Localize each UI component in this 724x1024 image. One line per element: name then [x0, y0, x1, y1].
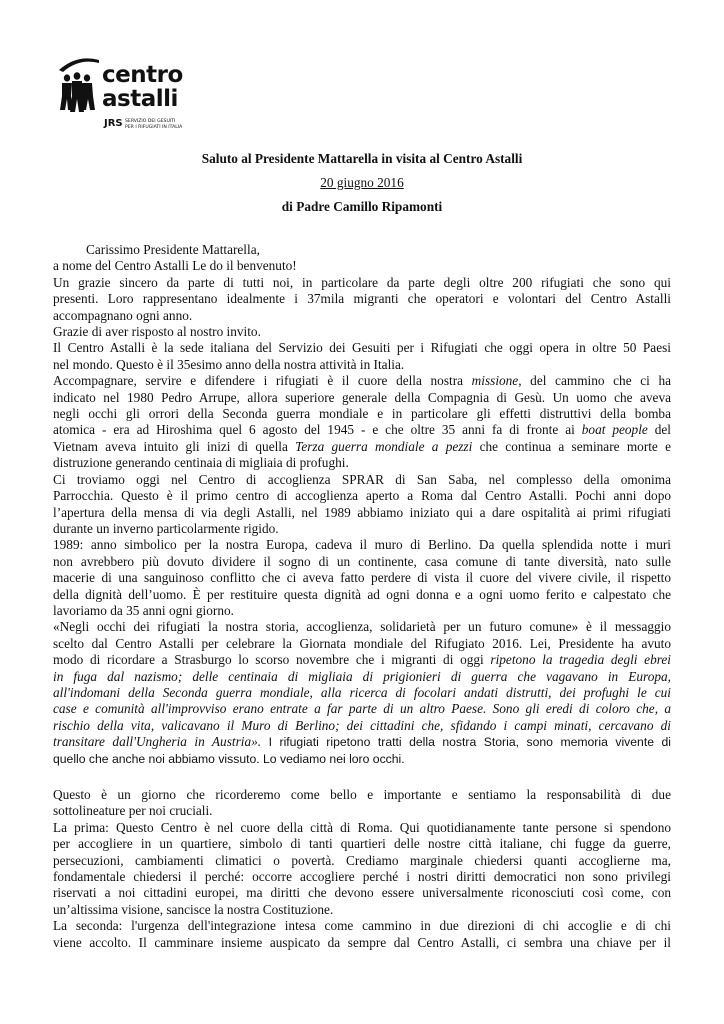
italic-segment: boat people	[581, 422, 648, 438]
text-segment: del	[647, 422, 671, 438]
logo-jrs: JRS	[104, 118, 123, 129]
document-author: di Padre Camillo Ripamonti	[281, 199, 443, 214]
text-segment: , del cammino che ci ha	[518, 373, 672, 389]
text-line: riservati a noi cittadini europei, ma diritti che devono essere universalmente riconosciuti così come, con	[53, 885, 671, 901]
text-line	[53, 422, 671, 438]
text-line: non avrebbero più dovuto dividere il sogno di un continente, casa comune di tante diversità, nato sulle	[53, 553, 671, 569]
text-segment: che continua a seminare morte e	[472, 438, 672, 454]
text-segment: Vietnam aveva intuito gli inizi di quella	[53, 438, 296, 454]
text-line: Parrocchia. Questo è il primo centro di accoglienza aperto a Roma dal Centro Astalli. Pochi anni dopo	[53, 488, 671, 504]
italic-segment: transitare dall'Ungheria in Austria».	[53, 734, 262, 750]
text-line	[53, 669, 671, 685]
document-date: 20 giugno 2016	[320, 175, 404, 190]
text-line	[53, 685, 671, 701]
text-line: Il Centro Astalli è la sede italiana del Servizio dei Gesuiti per i Rifugiati che oggi opera in oltre 50 Paesi	[53, 340, 671, 356]
text-line	[53, 439, 671, 455]
text-line: per accogliere in un quartiere, simbolo di tanti quartieri delle nostre città italiane, chi fugge da guerre,	[53, 836, 671, 852]
text-line: fondamentale chiedersi il perché: occorre accogliere perché i nostri diritti democratici non sono privilegi	[53, 869, 671, 885]
text-line: scelto dal Centro Astalli per celebrare la Giornata mondiale del Rifugiato 2016. Lei, Presidente ha avuto	[53, 635, 671, 651]
text-line: nel mondo. Questo è il 35esimo anno della nostra attività in Italia.	[53, 356, 405, 372]
paragraph-gap	[53, 767, 671, 787]
text-line: indicato nel 1980 Pedro Arrupe, allora superiore generale della Compagnia di Gesù. Un uomo che aveva	[53, 389, 671, 405]
text-line: La seconda: l'urgenza dell'integrazione intesa come cammino in due direzioni di chi accoglie e di chi	[53, 918, 671, 934]
text-line: della dignità dell’uomo. È per restituire questa dignità ad ogni donna e a ogni uomo ferito e calpestato che	[53, 586, 671, 602]
text-line: viene accolto. Il camminare insieme auspicato da sempre dal Centro Astalli, ci sembra una chiave per il	[53, 934, 671, 950]
logo-word-centro: centro	[102, 62, 183, 88]
italic-segment: case e comunità all'improvviso erano entrate a far parte di un altro Paese. Sono gli eredi di coloro che, a	[53, 701, 671, 717]
italic-segment: rischio della vita, valicavano il Muro di Berlino; dei cittadini che, sfidando i campi minati, cercavano di	[53, 717, 671, 733]
refugee-figures-icon	[55, 52, 101, 122]
text-line: Questo è un giorno che ricorderemo come bello e importante e sentiamo la responsabilità di due	[53, 787, 671, 802]
text-line	[53, 734, 671, 750]
italic-segment: in fuga dal nazismo; delle centinaia di migliaia di prigionieri di guerra che vagavano in Europa,	[53, 668, 671, 684]
text-line: «Negli occhi dei rifugiati la nostra storia, accoglienza, solidarietà per un futuro comune» è il messaggio	[53, 619, 671, 635]
text-line: a nome del Centro Astalli Le do il benvenuto!	[53, 258, 297, 274]
text-line: l’apertura della mensa di via degli Astalli, nel 1989 abbiamo iniziato qui a dare ospitalità ai primi rifugiati	[53, 504, 671, 520]
centro-astalli-logo	[55, 52, 215, 138]
text-line: accompagnano ogni anno.	[53, 307, 193, 323]
logo-subtitle-line-1: SERVIZIO DEI GESUITI	[125, 119, 176, 124]
text-line	[53, 652, 671, 668]
logo-word-astalli: astalli	[102, 86, 178, 112]
text-line	[53, 718, 671, 734]
text-line: un’altissima visione, sancisce la nostra Costituzione.	[53, 901, 334, 917]
text-line	[53, 373, 671, 389]
text-line: La prima: Questo Centro è nel cuore della città di Roma. Qui quotidianamente tante persone si spendono	[53, 819, 671, 835]
text-line: sottolineature per noi cruciali.	[53, 803, 213, 819]
text-line: Un grazie sincero da parte di tutti noi, in particolare da parte degli oltre 200 rifugiati che sono qui	[53, 274, 671, 290]
logo-subtitle	[125, 119, 182, 130]
text-line: negli occhi gli orrori della Seconda guerra mondiale e in particolare gli effetti distruttivi della bomba	[53, 406, 671, 422]
text-line: macerie di una sanguinoso conflitto che ci aveva fatto perdere di vista il cuore del vivere civile, il rispetto	[53, 570, 671, 586]
text-line: 1989: anno simbolico per la nostra Europa, cadeva il muro di Berlino. Da quella splendida notte i muri	[53, 537, 671, 553]
text-line: durante un inverno particolarmente rigido.	[53, 520, 279, 536]
italic-segment: ripetono la tragedia degli ebrei	[490, 652, 672, 668]
text-segment: I rifugiati ripetono tratti della nostra Storia, sono memoria vivente di	[261, 735, 671, 750]
text-line: Ci troviamo oggi nel Centro di accoglienza SPRAR di San Saba, nel complesso della omonima	[53, 471, 671, 487]
italic-segment: Terza guerra mondiale a pezzi	[295, 438, 473, 454]
text-line: distruzione generando centinaia di migliaia di profughi.	[53, 455, 349, 471]
document-body	[53, 242, 671, 951]
text-line: presenti. Loro rappresentano idealmente i 37mila migranti che operatori e volontari del Centro Astalli	[53, 291, 671, 307]
document-title: Saluto al Presidente Mattarella in visita al Centro Astalli	[201, 151, 523, 166]
text-segment: modo di ricordare a Strasburgo lo scorso novembre che i migranti di oggi	[53, 652, 491, 668]
text-line: Carissimo Presidente Mattarella,	[86, 242, 260, 257]
text-line: quello che anche noi abbiamo vissuto. Lo vediamo nei loro occhi.	[53, 751, 405, 766]
text-line: Grazie di aver risposto al nostro invito.	[53, 324, 261, 340]
text-segment: Accompagnare, servire e difendere i rifugiati è il cuore della nostra	[53, 373, 472, 389]
text-line: lavoriamo da 35 anni ogni giorno.	[53, 602, 234, 618]
text-line	[53, 701, 671, 717]
text-segment: atomica - era ad Hiroshima quel 6 agosto del 1945 - e che oltre 35 anni fa di fronte ai	[53, 422, 582, 438]
italic-segment: all'indomani della Seconda guerra mondiale, alla ricerca di focolari andati distrutti, dei profughi le cui	[53, 684, 671, 700]
italic-segment: missione	[471, 373, 519, 389]
logo-subtitle-line-2: PER I RIFUGIATI IN ITALIA	[125, 124, 183, 130]
text-line: persecuzioni, cambiamenti climatici o povertà. Crediamo marginale chiedersi quanti accoglierne ma,	[53, 852, 671, 868]
